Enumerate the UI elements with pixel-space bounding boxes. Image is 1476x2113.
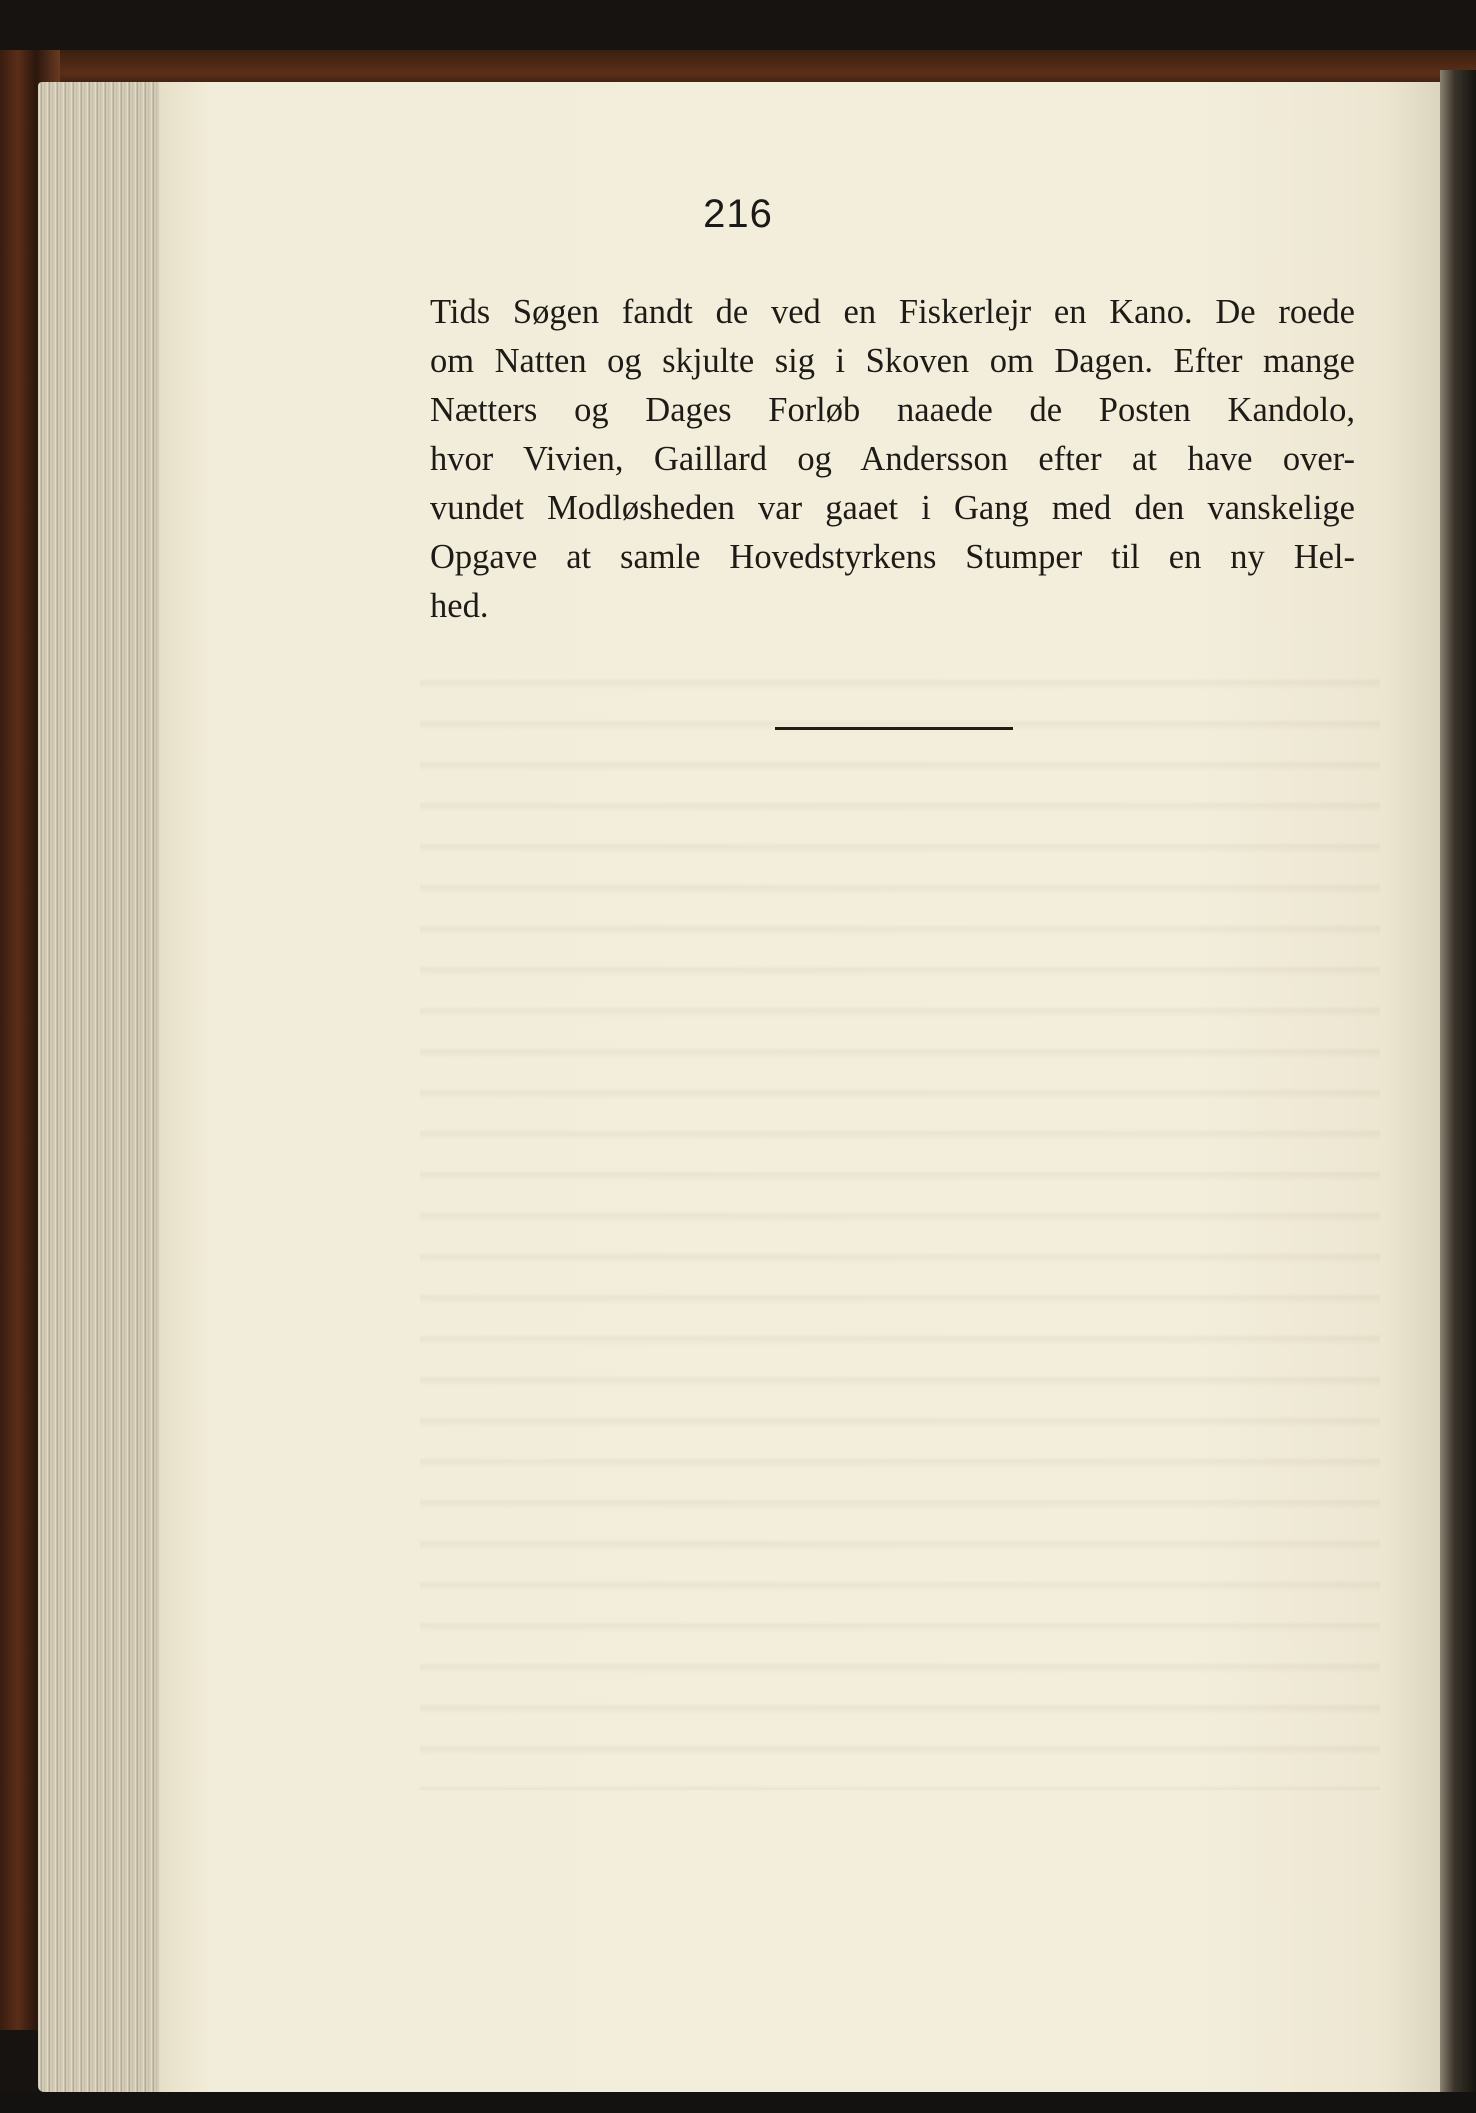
page-number: 216 [703,192,773,236]
book-gutter [1440,70,1476,2110]
text-line: om Natten og skjulte sig i Skoven om Dagen. Efter mange [430,342,1355,380]
page-body-text [430,288,1355,631]
section-divider-rule [775,727,1013,730]
show-through-texture [420,660,1380,1790]
background-band [0,2092,1476,2113]
page-edges [38,82,168,2092]
text-line: Tids Søgen fandt de ved en Fiskerlejr en Kano. De roede [430,293,1355,331]
text-line: Opgave at samle Hovedstyrkens Stumper til en ny Hel- [430,538,1355,576]
text-line: Nætters og Dages Forløb naaede de Posten Kandolo, [430,391,1355,429]
text-line: hed. [430,587,489,625]
text-line: vundet Modløsheden var gaaet i Gang med den vanskelige [430,489,1355,527]
text-line: hvor Vivien, Gaillard og Andersson efter at have over- [430,440,1355,478]
